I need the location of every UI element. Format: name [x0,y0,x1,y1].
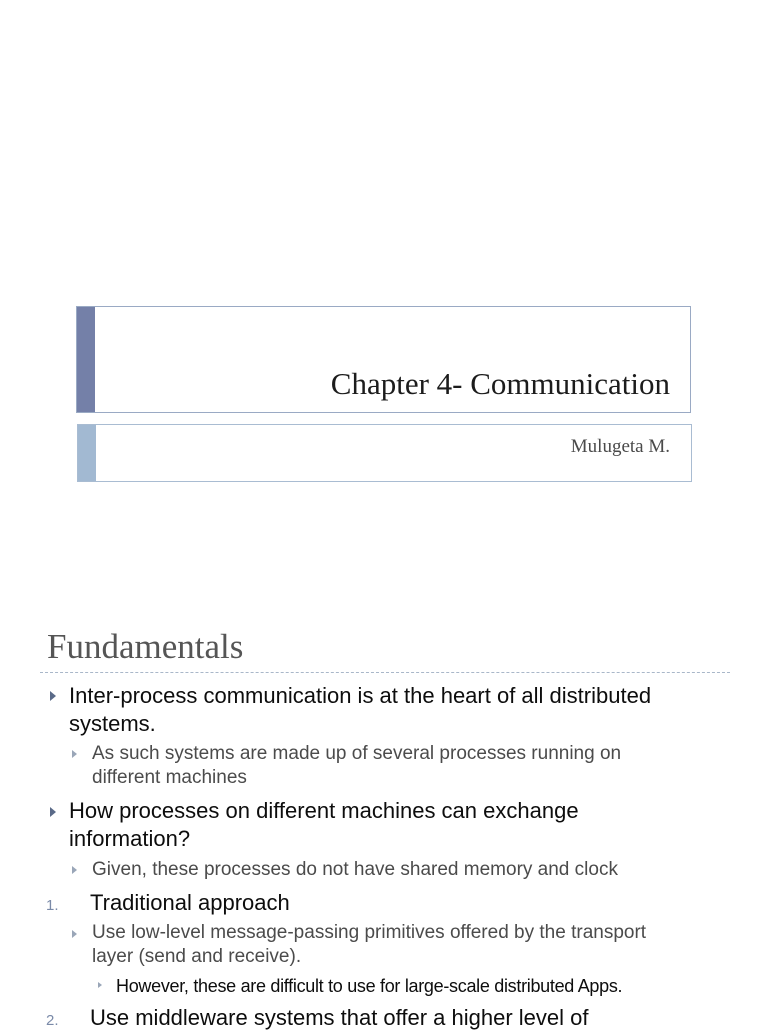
sub-sub-bullet-arrow-icon [98,982,102,988]
title-box [76,306,691,413]
sub-bullet-text: As such systems are made up of several processes running on [92,743,622,764]
sub-bullet-arrow-icon [72,930,77,938]
slide-title: Chapter 4- Communication [330,366,670,401]
list-number: 2. [46,1012,59,1029]
sub-bullet-text: Given, these processes do not have shared memory and clock [92,859,618,880]
sub-sub-bullet-text: However, these are difficult to use for large-scale distributed Apps. [116,976,623,996]
bullet-text: Inter-process communication is at the heart of all distributed [69,683,652,708]
sub-bullet-text: layer (send and receive). [92,946,302,967]
sub-bullet-arrow-icon [72,866,77,874]
bullet-text: information? [69,826,191,851]
sub-bullet-text: different machines [92,767,247,788]
bullet-arrow-icon [50,691,56,701]
title-divider [40,672,730,673]
subtitle-box [77,424,692,482]
title-accent-bar [77,307,95,412]
bullet-text: systems. [69,711,156,736]
section-title: Fundamentals [47,627,244,666]
list-number: 1. [46,897,59,914]
bullet-text: How processes on different machines can exchange [69,798,579,823]
bullet-arrow-icon [50,807,56,817]
slide-author: Mulugeta M. [570,436,670,457]
numbered-item-text: Use middleware systems that offer a higher level of [90,1005,589,1030]
sub-bullet-text: Use low-level message-passing primitives offered by the transport [92,922,647,943]
sub-bullet-arrow-icon [72,750,77,758]
subtitle-accent-bar [78,425,96,481]
numbered-item-text: Traditional approach [90,890,290,915]
